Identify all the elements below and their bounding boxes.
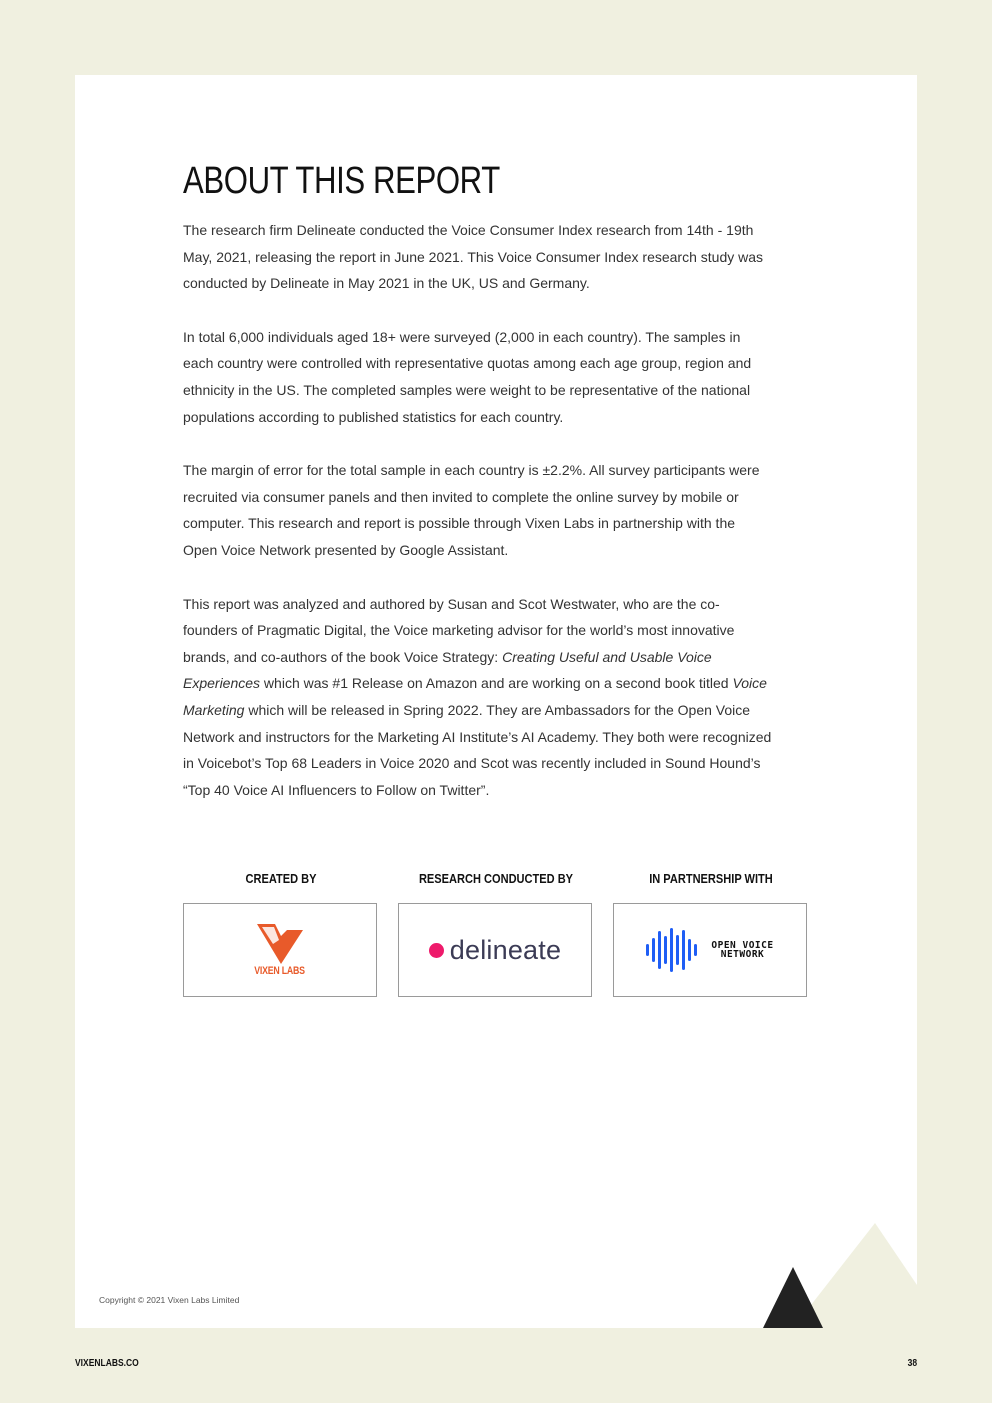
open-voice-network-logo-box <box>613 903 807 997</box>
open-voice-network-logo <box>646 928 773 972</box>
paragraph-4-text-3: which will be released in Spring 2022. They are Ambassadors for the Open Voice Network and instructors for the Marketing AI Institute’s AI Academy. They both were recognized in Voicebot’s Top 68 Leaders in Voice 2020 and Scot was recently included in Sound Hound’s “Top 40 Voice AI Influencers to Follow on Twitter”. <box>183 701 772 798</box>
book-title-1: Creating Useful and Usable Voice Experiences <box>183 648 712 692</box>
created-by-column <box>183 871 379 977</box>
vixen-labs-logo-box <box>183 903 377 997</box>
footer-page-number: 38 <box>907 1358 917 1369</box>
vixen-labs-logo <box>248 924 311 977</box>
delineate-dot-icon <box>429 943 444 958</box>
vixen-labs-wordmark: VIXEN LABS <box>254 964 306 977</box>
paragraph-4-text-1: This report was analyzed and authored by Susan and Scot Westwater, who are the co-founders of Pragmatic Digital, the Voice marketing advisor for the world’s most innovative brands, and co-authors of the book Voice Strategy: <box>183 595 735 665</box>
page-title: ABOUT THIS REPORT <box>183 160 500 202</box>
delineate-wordmark: delineate <box>449 934 562 965</box>
ovn-line-1: OPEN VOICE <box>711 940 774 951</box>
delineate-logo-box <box>398 903 592 997</box>
paragraph-2: In total 6,000 individuals aged 18+ were surveyed (2,000 in each country). The samples in each country were controlled with representative quotas among each age group, region and ethnicity in the US. The completed samples were weight to be representative of the national populations according to published statistics for each country. <box>183 328 752 425</box>
research-by-column <box>398 871 594 965</box>
paragraph-4 <box>183 591 773 804</box>
open-voice-network-wordmark <box>711 941 773 959</box>
book-title-2: Voice Marketing <box>183 675 767 718</box>
research-by-label: RESEARCH CONDUCTED BY <box>418 871 574 886</box>
paragraph-4-text-2: which was #1 Release on Amazon and are working on a second book titled <box>260 675 733 692</box>
partnership-column <box>613 871 809 960</box>
created-by-label: CREATED BY <box>245 871 317 886</box>
sound-wave-icon <box>646 928 697 972</box>
partnership-label: IN PARTNERSHIP WITH <box>649 871 773 886</box>
ovn-line-2: NETWORK <box>720 949 765 960</box>
paragraph-1: The research firm Delineate conducted the Voice Consumer Index research from 14th - 19th May, 2021, releasing the report in June 2021. This Voice Consumer Index research study was conducted by Delineate in May 2021 in the UK, US and Germany. <box>183 222 764 292</box>
report-body <box>183 217 773 830</box>
paragraph-3: The margin of error for the total sample in each country is ±2.2%. All survey participants were recruited via consumer panels and then invited to complete the online survey by mobile or computer. This research and report is possible through Vixen Labs in partnership with the Open Voice Network presented by Google Assistant. <box>183 462 760 558</box>
copyright-text: Copyright © 2021 Vixen Labs Limited <box>99 1295 240 1305</box>
vixen-fox-icon <box>257 924 303 964</box>
footer-site-link[interactable]: VIXENLABS.CO <box>75 1358 139 1369</box>
page-card <box>75 75 917 1328</box>
delineate-logo <box>429 935 561 966</box>
mountain-decoration <box>755 1215 917 1328</box>
